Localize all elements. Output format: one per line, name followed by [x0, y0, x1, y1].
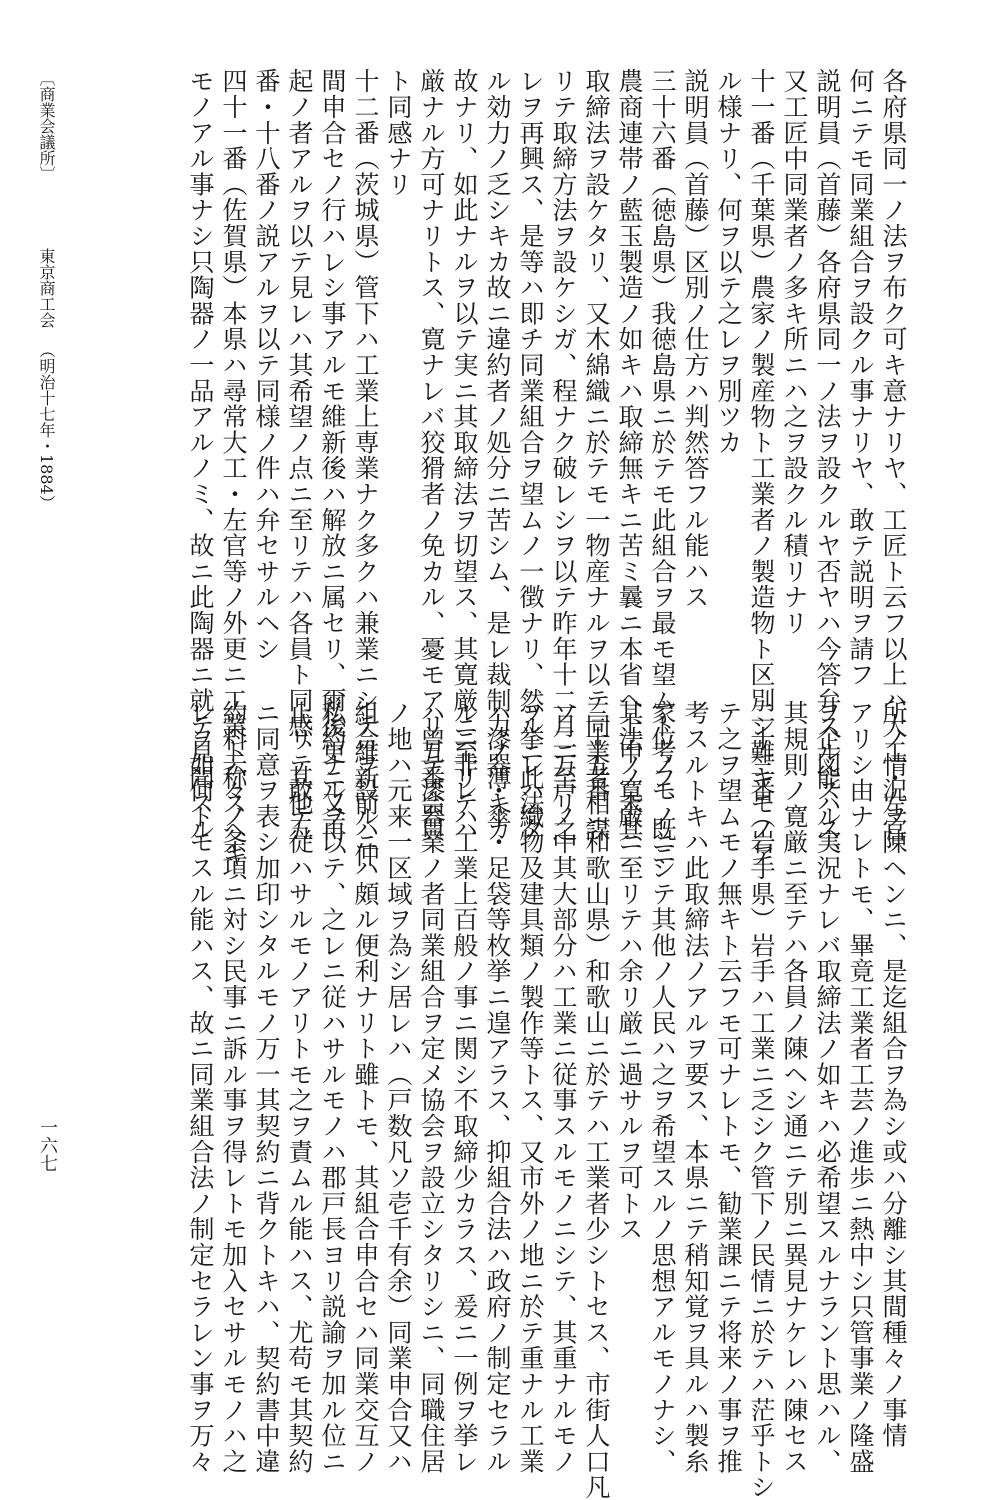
text-column: 農商連帯ノ藍玉製造ノ如キハ取締無キニ苦ミ曩ニ本省ヘ上申ノ末其: [615, 68, 644, 842]
text-column: 四十一番（佐賀県）本県ハ尋常大工・左官等ノ外更ニ工業ト称スヘキ: [219, 68, 248, 868]
text-column: 説明員（首藤）各府県同一ノ法ヲ設クルヤ否ヤハ今答弁スル能ハス、: [813, 68, 842, 868]
text-column: 又工匠中同業者ノ多キ所ニハ之ヲ設クル積リナリ: [780, 68, 809, 636]
text-column: 故ナリ、如此ナルヲ以テ実ニ其取締法ヲ切望ス、其寛厳ニ至リテハ: [450, 68, 479, 842]
text-column: 番・十八番ノ説アルヲ以テ同様ノ件ハ弁セサルヘシ: [252, 68, 281, 662]
text-column: 間申合セノ行ハレシ事アルモ維新後ハ解放ニ属セリ、爾後更ニ又再: [318, 68, 347, 842]
text-column: ト同感ナリ: [384, 68, 413, 197]
text-column: ル効力ノ乏シキカ故ニ違約者ノ処分ニ苦シム、是レ裁制力ノ薄キカ: [483, 68, 512, 842]
text-column: ル様ナリ、何ヲ以テ之レヲ別ツカ: [714, 68, 743, 455]
text-column: 三十五番（和歌山県）和歌山ニ於テハ工業者少シトセス、市街人口凡: [582, 700, 611, 1500]
text-column: テ之ヲ望ムモノ無キト云フモ可ナレトモ、勧業課ニテ将来ノ事ヲ推: [714, 700, 743, 1474]
footer-era: （明治十七年・1884）: [37, 342, 56, 511]
text-column: 起ノ者アルヲ以テ見レハ其希望ノ点ニ至リテハ各員ト同感、其他五: [285, 68, 314, 842]
text-column: ニ同意ヲ表シ加印シタルモノ万一其契約ニ背クトキハ、契約書中違: [252, 700, 281, 1474]
text-column: 取締法ヲ設ケタリ、又木綿織ニ於テモ一物産ナルヲ以テ同業者相謀: [582, 68, 611, 842]
text-column: レヲ再興ス、是等ハ即チ同業組合ヲ望ムノ一徴ナリ、然ルニ此法タ: [516, 68, 545, 842]
text-column: レヲ如何トモスル能ハス、故ニ同業組合法ノ制定セラレン事ヲ万々: [186, 700, 215, 1474]
text-column: 家位ノモノニシテ其他ノ人民ハ之ヲ希望スルノ思想アルモノナシ、: [648, 700, 677, 1474]
text-column: 考スルトキハ此取締法ノアルヲ要ス、本県ニテ稍知覚ヲ具ルハ製糸: [681, 700, 710, 1474]
text-column: 各府県同一ノ法ヲ布ク可キ意ナリヤ、工匠ト云フ以上ハ大工・左官: [879, 68, 908, 842]
text-column: 説明員（首藤）区別ノ仕方ハ判然答フル能ハス: [681, 68, 710, 610]
text-column: 厳ナル方可ナリトス、寛ナレバ狡猾者ノ免カル、憂モアリ五番会員: [417, 68, 446, 842]
text-column: 組合ヲ設ルニハ頗ル便利ナリト雖トモ、其組合申合セハ同業交互ノ: [351, 700, 380, 1474]
text-column: ハ曾テ漆器業ノ者同業組合ヲ定メ協会ヲ設立シタリシニ、同職住居: [417, 700, 446, 1474]
text-column: 所ノ情況ヲ陳ヘンニ、是迄組合ヲ為シ或ハ分離シ其間種々ノ事情: [879, 700, 908, 1449]
text-column: ソ二万戸ノ中其大部分ハ工業ニ従事スルモノニシテ、其重ナルモノ: [549, 700, 578, 1474]
text-column: 約料云々ノ条項ニ対シ民事ニ訴ル事ヲ得レトモ加入セサルモノハ之: [219, 700, 248, 1474]
text-column: 何ニテモ同業組合ヲ設クル事ナリヤ、敢テ説明ヲ請フ: [846, 68, 875, 688]
text-column: 止リテ敢テ従ハサルモノアリトモ之ヲ責ムル能ハス、尤苟モ其契約: [285, 700, 314, 1474]
text-column: 十二番（茨城県）管下ハ工業上専業ナク多クハ兼業ニシテ維新前ハ仲: [351, 68, 380, 868]
text-column: 二十三番（岩手県）岩手ハ工業ニ乏シク管下ノ民情ニ於テハ茫乎トシ: [747, 700, 776, 1500]
text-column: ハ漆器・傘・足袋等枚挙ニ遑アラス、抑組合法ハ政府ノ制定セラル: [483, 700, 512, 1474]
text-column: ルニ非レハ工業上百般ノ事ニ関シ不取締少カラス、爰ニ一例ヲ挙レ: [450, 700, 479, 1474]
text-column: 十一番（千葉県）農家ノ製産物ト工業者ノ製造物ト区別シ難キモノア: [747, 68, 776, 868]
text-column: ヲ挙レハ織物及建具類ノ製作等トス、又市外ノ地ニ於テ重ナル工業: [516, 700, 545, 1474]
text-column: 三十六番（徳島県）我徳島県ニ於テモ此組合ヲ最モ望ムト考フ、既ニ: [648, 68, 677, 868]
page-number: 一六七: [37, 1118, 58, 1172]
text-column: アリシ由ナレトモ、畢竟工業者工芸ノ進歩ニ熱中シ只管事業ノ隆盛: [846, 700, 875, 1474]
footer-publisher: 東京商工会: [37, 248, 56, 328]
text-column: リテ取締方法ヲ設ケシガ、程ナク破レシヲ以テ昨年十二月ニ至リ之: [549, 68, 578, 842]
text-column: 私約ナルヲ以テ、之レニ従ハサルモノハ郡戸長ヨリ説諭ヲ加ル位ニ: [318, 700, 347, 1474]
text-column: 其法ノ寛厳ニ至リテハ余リ厳ニ過サルヲ可トス: [615, 700, 644, 1242]
text-column: モノアル事ナシ只陶器ノ一品アルノミ、故ニ此陶器ニ就テ見聞スル: [186, 68, 215, 842]
text-column: ヲ企図スル実況ナレバ取締法ノ如キハ必希望スルナラント思ハル、: [813, 700, 842, 1474]
text-column: 其規則ノ寛厳ニ至テハ各員ノ陳ヘシ通ニテ別ニ異見ナケレハ陳セス: [780, 700, 809, 1474]
footer-source: 〔商業会議所〕: [37, 70, 56, 182]
text-column: ノ地ハ元来一区域ヲ為シ居レハ（戸数凡ソ壱千有余）同業申合又ハ: [384, 700, 413, 1474]
